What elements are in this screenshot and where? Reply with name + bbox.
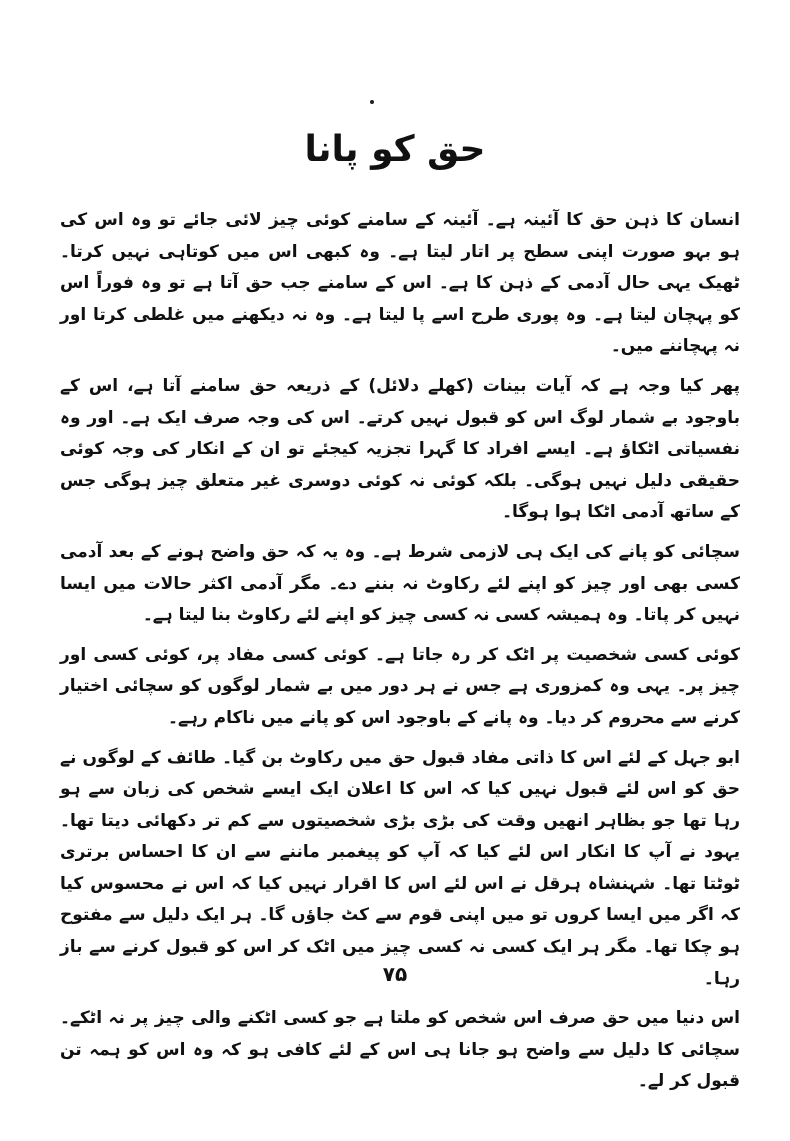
page-number: ۷۵: [382, 962, 408, 986]
paragraph-2: پھر کیا وجہ ہے کہ آیات بینات (کھلے دلائل) کے ذریعہ حق سامنے آتا ہے، اس کے باوجود بے شمار لوگ اس کو قبول نہیں کرتے۔ اس کی وجہ صرف ایک ہے۔ اور وہ نفسیاتی اٹکاؤ ہے۔ ایسے افراد کا گہرا تجزیہ کیجئے تو ان کے انکار کی وجہ کوئی حقیقی دلیل نہیں ہوگی۔ بلکہ کوئی نہ کوئی دوسری غیر متعلق چیز ہوگی جس کے ساتھ آدمی اٹکا ہوا ہوگا۔: [60, 375, 740, 523]
paragraph-6: اس دنیا میں حق صرف اس شخص کو ملتا ہے جو کسی اٹکنے والی چیز پر نہ اٹکے۔ سچائی کا دلیل سے واضح ہو جانا ہی اس کے لئے کافی ہو کہ وہ اس کو ہمہ تن قبول کر لے۔: [60, 1008, 740, 1092]
page-title: حق کو پانا: [304, 129, 486, 170]
paragraph-1: انسان کا ذہن حق کا آئینہ ہے۔ آئینہ کے سامنے کوئی چیز لائی جائے تو وہ اس کی ہو بہو صورت اپنی سطح پر اتار لیتا ہے۔ وہ کبھی اس میں کوتاہی نہیں کرتا۔ ٹھیک یہی حال آدمی کے ذہن کا ہے۔ اس کے سامنے جب حق آتا ہے تو وہ فوراً اس کو پہچان لیتا ہے۔ وہ پوری طرح اسے پا لیتا ہے۔ وہ نہ دیکھنے میں غلطی کرتا اور نہ پہچاننے میں۔: [60, 210, 740, 357]
top-dot-mark: [370, 100, 374, 104]
paragraph-3: سچائی کو پانے کی ایک ہی لازمی شرط ہے۔ وہ یہ کہ حق واضح ہونے کے بعد آدمی کسی بھی اور چیز کو اپنے لئے رکاوٹ نہ بننے دے۔ مگر آدمی اکثر حالات میں ایسا نہیں کر پاتا۔ وہ ہمیشہ کسی نہ کسی چیز کو اپنے لئے رکاوٹ بنا لیتا ہے۔: [60, 541, 740, 626]
paragraph-5: ابو جہل کے لئے اس کا ذاتی مفاد قبول حق میں رکاوٹ بن گیا۔ طائف کے لوگوں نے حق کو اس لئے قبول نہیں کیا کہ اس کا اعلان ایک ایسے شخص کی زبان سے ہو رہا تھا جو بظاہر انھیں وقت کی بڑی بڑی شخصیتوں سے کم تر دکھائی دیتا تھا۔ یہود نے آپ کا انکار اس لئے کیا کہ آپ کو پیغمبر ماننے سے ان کا احساس برتری ٹوٹتا تھا۔ شہنشاہ ہرقل نے اس لئے اس کا اقرار نہیں کیا کہ اس نے محسوس کیا کہ اگر میں ایسا کروں تو میں اپنی قوم سے کٹ جاؤں گا۔ ہر ایک دلیل سے مفتوح ہو چکا تھا۔ مگر ہر ایک کسی نہ کسی چیز میں اٹک کر اس کو قبول کرنے سے باز رہا۔: [60, 747, 740, 989]
paragraph-4: کوئی کسی شخصیت پر اٹک کر رہ جاتا ہے۔ کوئی کسی مفاد پر، کوئی کسی اور چیز پر۔ یہی وہ کمزوری ہے جس نے ہر دور میں بے شمار لوگوں کو سچائی اختیار کرنے سے محروم کر دیا۔ وہ پانے کے باوجود اس کو پانے میں ناکام رہے۔: [60, 644, 740, 728]
